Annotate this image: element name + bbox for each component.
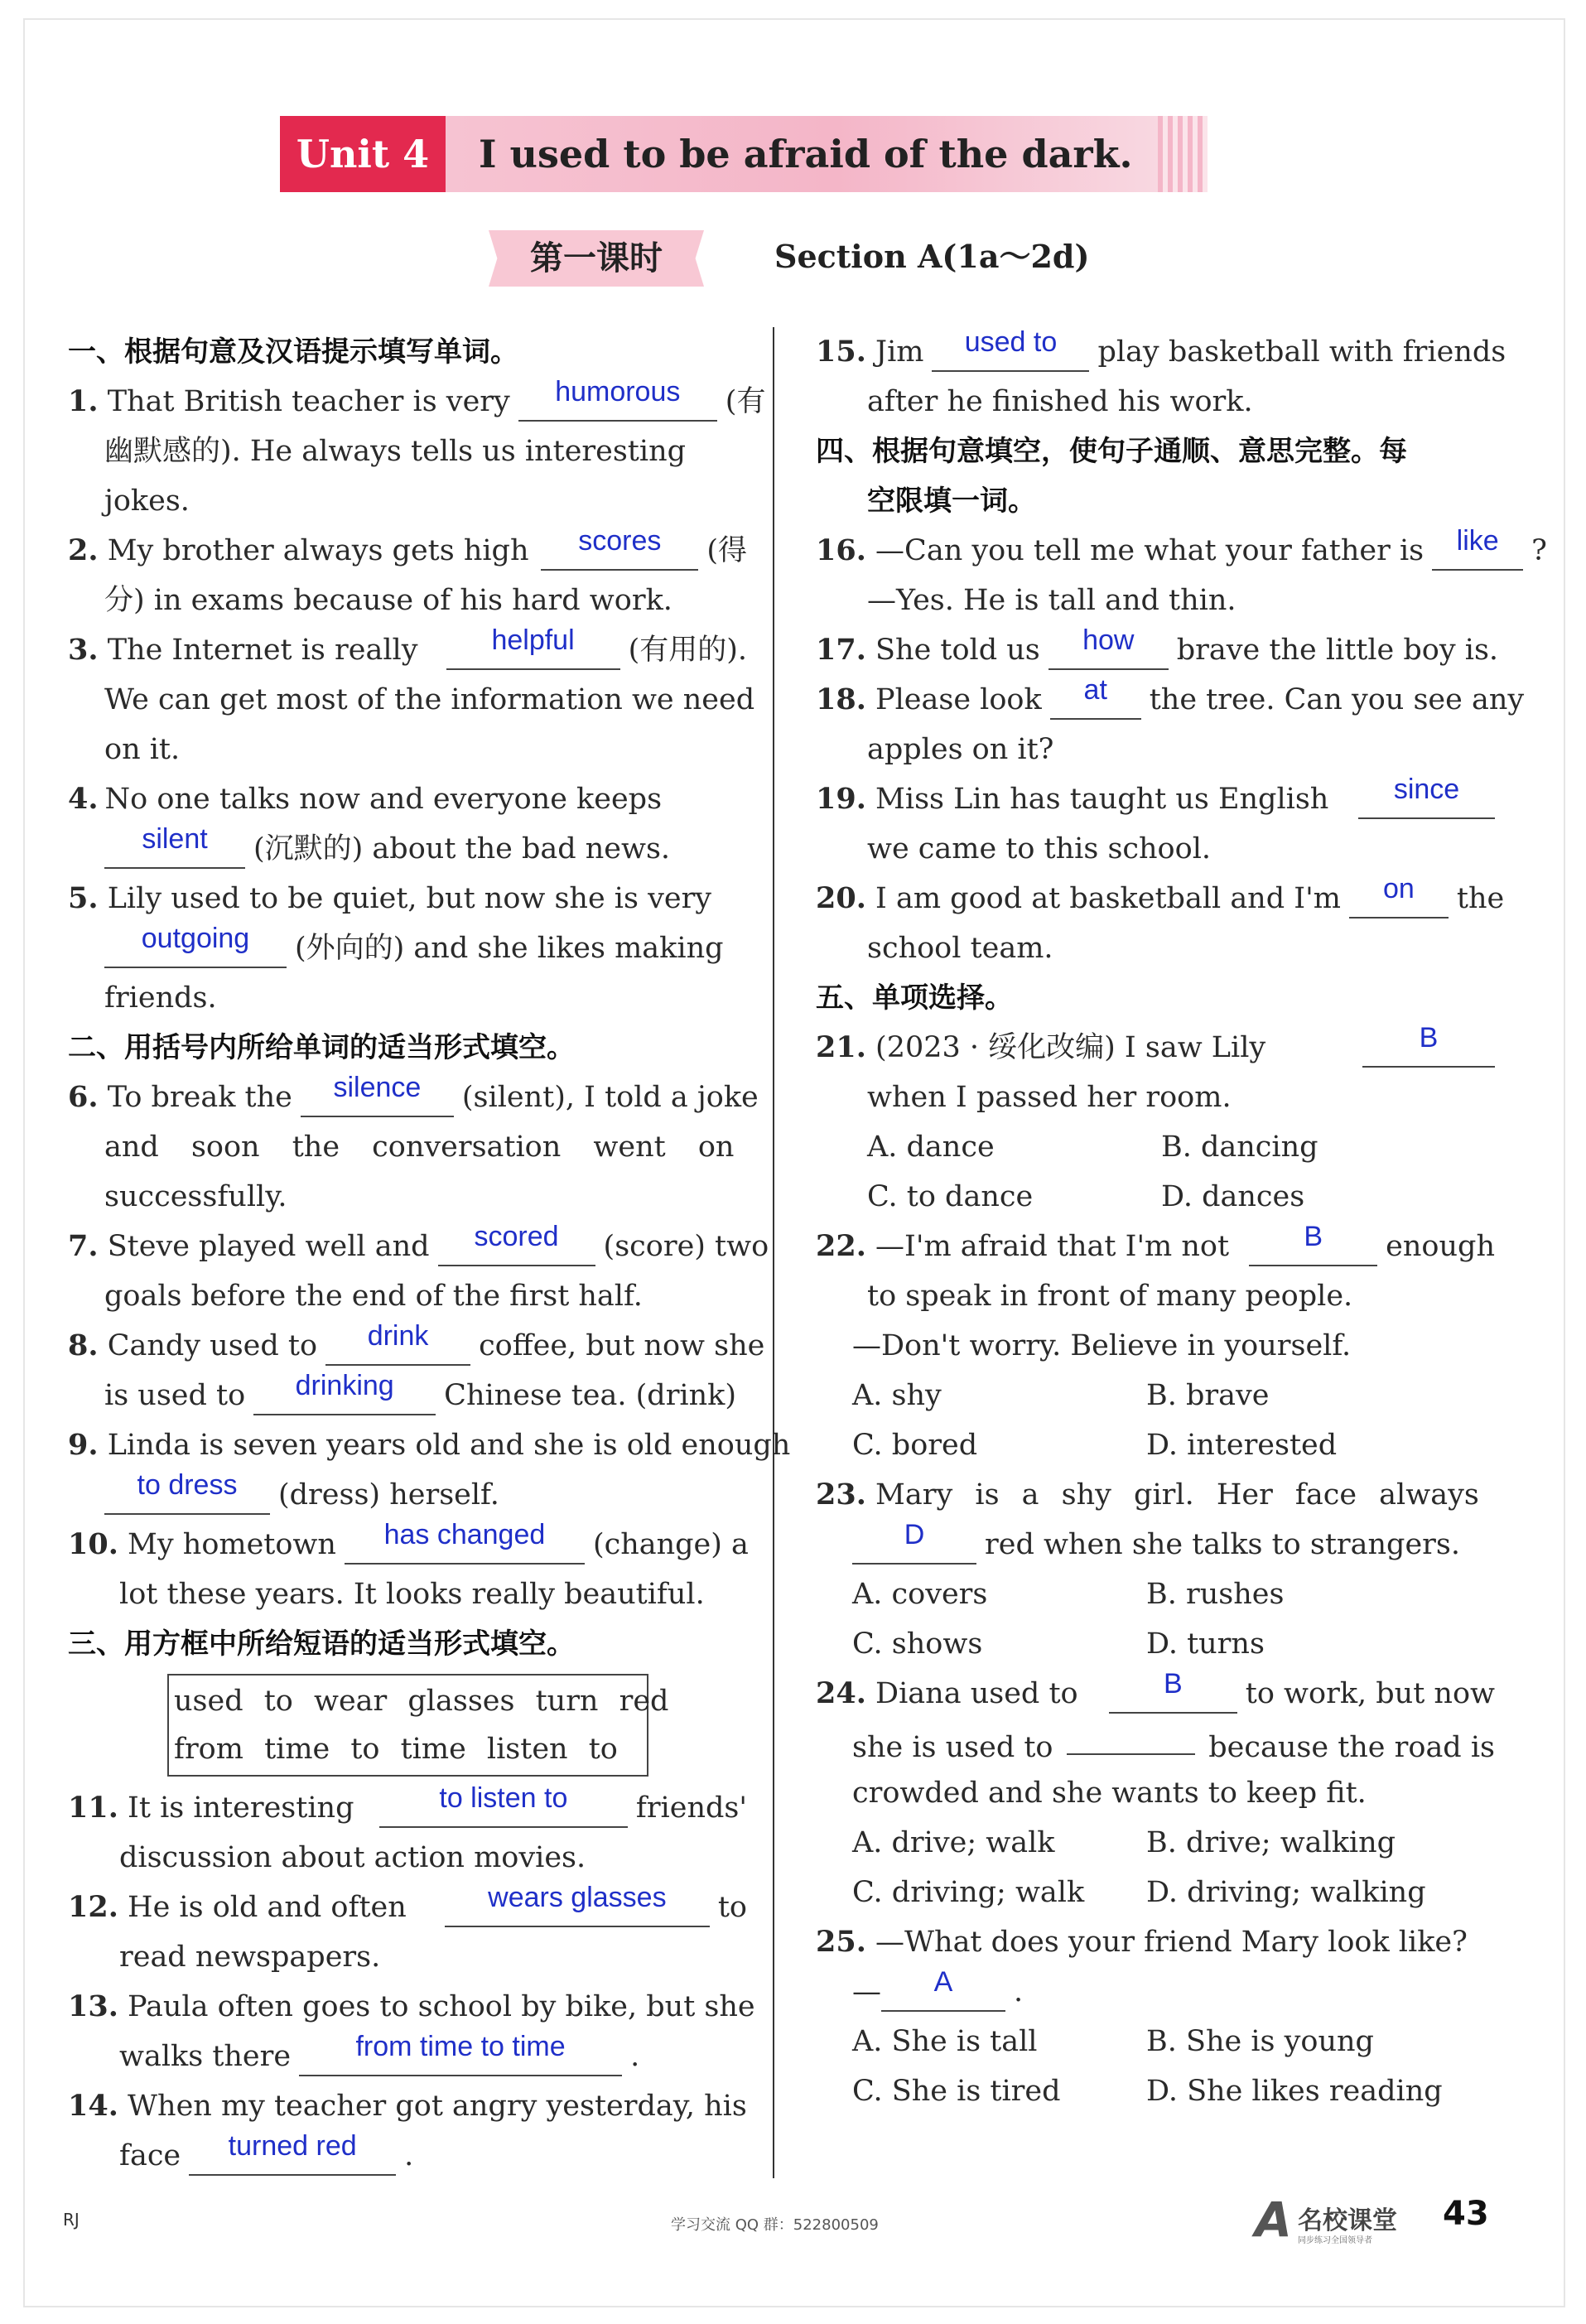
- question-6: 6. To break the silence (silent), I told a joke: [68, 1073, 747, 1122]
- column-divider: [773, 327, 774, 2178]
- unit-label: Unit 4: [280, 116, 446, 192]
- option-d[interactable]: D. She likes reading: [1146, 2075, 1443, 2108]
- answer-blank[interactable]: B: [1362, 1029, 1495, 1068]
- question-21: 21. (2023 · 绥化改编) I saw Lily B: [816, 1023, 1495, 1073]
- answer-blank[interactable]: humorous: [518, 383, 717, 422]
- option-b[interactable]: B. drive; walking: [1146, 1826, 1396, 1859]
- option-a[interactable]: A. She is tall: [852, 2025, 1038, 2058]
- answer-blank[interactable]: has changed: [345, 1526, 585, 1565]
- question-7: 7. Steve played well and scored (score) two: [68, 1222, 747, 1271]
- question-8: 8. Candy used to drink coffee, but now she: [68, 1321, 747, 1371]
- question-18: 18. Please look at the tree. Can you see any: [816, 675, 1495, 725]
- option-d[interactable]: D. driving; walking: [1146, 1876, 1426, 1909]
- answer-blank[interactable]: [1067, 1717, 1195, 1755]
- unit-banner: [280, 116, 1208, 192]
- answer-blank[interactable]: turned red: [189, 2138, 396, 2176]
- question-3: 3. The Internet is really helpful (有用的).: [68, 625, 747, 675]
- question-4: 4. No one talks now and everyone keeps: [68, 782, 663, 816]
- answer-blank[interactable]: outgoing: [104, 930, 287, 968]
- answer-blank[interactable]: silence: [301, 1079, 454, 1117]
- question-22: 22. —I'm afraid that I'm not B enough: [816, 1222, 1495, 1271]
- answer-blank[interactable]: wears glasses: [445, 1889, 710, 1927]
- publisher-logo: [1255, 2191, 1429, 2249]
- answer-blank[interactable]: like: [1432, 533, 1523, 571]
- answer-blank[interactable]: on: [1349, 880, 1449, 919]
- answer-blank[interactable]: since: [1358, 781, 1495, 819]
- question-24: 24. Diana used to B to work, but now: [816, 1669, 1495, 1719]
- option-c[interactable]: C. driving; walk: [852, 1876, 1085, 1909]
- answer-blank[interactable]: how: [1048, 632, 1169, 670]
- page-number: 43: [1443, 2195, 1489, 2233]
- option-b[interactable]: B. dancing: [1161, 1131, 1318, 1164]
- option-c[interactable]: C. shows: [852, 1627, 983, 1661]
- option-a[interactable]: A. dance: [867, 1131, 995, 1164]
- option-a[interactable]: A. drive; walk: [852, 1826, 1055, 1859]
- answer-blank[interactable]: to listen to: [379, 1790, 628, 1828]
- banner-decoration: [1158, 116, 1208, 192]
- option-d[interactable]: D. turns: [1146, 1627, 1265, 1661]
- answer-blank[interactable]: drink: [325, 1328, 470, 1366]
- answer-blank[interactable]: D: [852, 1526, 976, 1565]
- left-column: 一、根据句意及汉语提示填写单词。 1. That British teacher is very humorous (有 幽默感的). He always tells us interesting jokes. 2. My brother always gets high scores (得 分) in exams because of his hard work. 3. The Internet is really helpful (有用的). We can get most of the information we need on it. 4. No one talks now and everyone keeps silent (沉默的) about the bad news. 5. Lily used to be quiet, but now she is very outgoing (外向的) and she likes making friends. 二、用括号内所给单词的适当形式填空。 6. To break the silence (silent), I told a joke and soon the conversation went on successfully. 7. Steve played well and scored (score) two goals before the end of the first half. 8. Candy used to drink coffee, but now she is used to drinking Chinese tea. (drink) 9. Linda is seven years old and she is old enough to dress (dress) herself. 10. My hometown has changed (change) a lot these years. It looks really beautiful. 三、用方框中所给短语的适当形式填空。 used to wear glasses turn red from time to time listen to 11. It is interesting to listen to friends' discussion about action movies. 12. He is old and often wears glasses to read newspapers. 13. Paula often goes to school by bike, but she walks there from time to time . 14. When my teacher got angry yesterday, his face turned red .: [68, 327, 747, 2181]
- answer-blank[interactable]: at: [1050, 682, 1141, 720]
- answer-blank[interactable]: scores: [541, 533, 698, 571]
- question-10: 10. My hometown has changed (change) a: [68, 1520, 747, 1569]
- right-column: 15. Jim used to play basketball with friends after he finished his work. 四、根据句意填空，使句子通顺、意思完整。每 空限填一词。 16. —Can you tell me what your father is like ? —Yes. He is tall and thin. 17. She told us how brave the little boy is. 18. Please look at the tree. Can you see any apples on it? 19. Miss Lin has taught us English since we came to this school. 20. I am good at basketball and I'm on the school team. 五、单项选择。 21. (2023 · 绥化改编) I saw Lily B when I passed her room. A. dance B. dancing C. to dance D. dances 22. —I'm afraid that I'm not B enough to speak in front of many people. —Don't worry. Believe in yourself. A. shy B. brave C. bored D. interested 23. Mary is a shy girl. Her face always D red when she talks to strangers. A. covers B. rushes C. shows D. turns 24. Diana used to B to work, but now she is used to because the road is crowded and she wants to keep fit. A. drive; walk B. drive; walking C. driving; walk D. driving; walking 25. —What does your friend Mary look like? — A . A. She is tall B. She is young C. She is tired D. She likes reading: [816, 327, 1495, 2116]
- option-c[interactable]: C. bored: [852, 1429, 978, 1462]
- question-20: 20. I am good at basketball and I'm on the: [816, 874, 1495, 923]
- option-d[interactable]: D. interested: [1146, 1429, 1338, 1462]
- answer-blank[interactable]: B: [1109, 1675, 1237, 1714]
- answer-blank[interactable]: to dress: [104, 1477, 270, 1515]
- question-1: 1. That British teacher is very humorous (有: [68, 377, 747, 427]
- question-9: 9. Linda is seven years old and she is old enough: [68, 1428, 791, 1462]
- answer-blank[interactable]: helpful: [446, 632, 620, 670]
- option-b[interactable]: B. rushes: [1146, 1578, 1285, 1611]
- option-c[interactable]: C. to dance: [867, 1180, 1034, 1213]
- question-19: 19. Miss Lin has taught us English since: [816, 774, 1495, 824]
- question-2: 2. My brother always gets high scores (得: [68, 526, 747, 576]
- question-23: 23. Mary is a shy girl. Her face always: [816, 1478, 1479, 1512]
- option-d[interactable]: D. dances: [1161, 1180, 1305, 1213]
- part1-heading: 一、根据句意及汉语提示填写单词。: [68, 335, 518, 369]
- question-14: 14. When my teacher got angry yesterday, his: [68, 2089, 747, 2123]
- answer-blank[interactable]: used to: [932, 334, 1089, 372]
- answer-blank[interactable]: silent: [104, 831, 245, 869]
- part2-heading: 二、用括号内所给单词的适当形式填空。: [68, 1031, 575, 1064]
- option-a[interactable]: A. covers: [852, 1578, 988, 1611]
- part4-heading: 四、根据句意填空，使句子通顺、意思完整。每: [816, 435, 1407, 468]
- logo-subtitle: 同步练习全国领导者: [1298, 2236, 1372, 2245]
- qq-group-text: 学习交流 QQ 群：522800509: [671, 2216, 879, 2234]
- question-15: 15. Jim used to play basketball with friends: [816, 327, 1495, 377]
- question-16: 16. —Can you tell me what your father is like ?: [816, 526, 1495, 576]
- option-c[interactable]: C. She is tired: [852, 2075, 1061, 2108]
- phrase-box: used to wear glasses turn red from time to time listen to: [167, 1674, 648, 1777]
- section-title: Section A(1a～2d): [774, 238, 1090, 275]
- series-code: RJ: [63, 2210, 80, 2230]
- answer-blank[interactable]: A: [881, 1974, 1005, 2012]
- logo-text: 名校课堂: [1298, 2206, 1397, 2235]
- option-b[interactable]: B. brave: [1146, 1379, 1270, 1412]
- question-13: 13. Paula often goes to school by bike, but she: [68, 1989, 755, 2023]
- question-5: 5. Lily used to be quiet, but now she is very: [68, 881, 712, 915]
- answer-blank[interactable]: B: [1249, 1228, 1377, 1266]
- lesson-label: 第一课时: [530, 239, 663, 277]
- option-b[interactable]: B. She is young: [1146, 2025, 1374, 2058]
- question-17: 17. She told us how brave the little boy is.: [816, 625, 1495, 675]
- question-25: 25. —What does your friend Mary look like?: [816, 1925, 1468, 1959]
- part3-heading: 三、用方框中所给短语的适当形式填空。: [68, 1627, 575, 1661]
- answer-blank[interactable]: from time to time: [299, 2038, 622, 2076]
- part5-heading: 五、单项选择。: [816, 981, 1013, 1015]
- unit-title: I used to be afraid of the dark.: [479, 132, 1133, 176]
- answer-blank[interactable]: drinking: [253, 1377, 436, 1415]
- option-a[interactable]: A. shy: [852, 1379, 942, 1412]
- question-12: 12. He is old and often wears glasses to: [68, 1883, 747, 1932]
- answer-blank[interactable]: scored: [438, 1228, 595, 1266]
- logo-a-icon: A: [1255, 2191, 1292, 2248]
- question-11: 11. It is interesting to listen to friends': [68, 1783, 747, 1833]
